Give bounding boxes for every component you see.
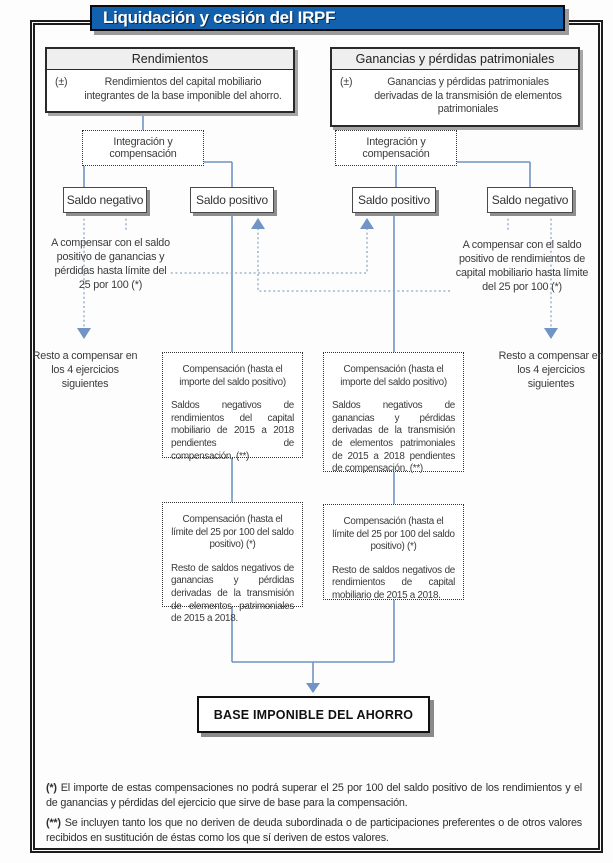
box-saldo-positivo-left: Saldo positivo [190, 187, 274, 213]
box-rendimientos-header: Rendimientos [47, 49, 293, 70]
box-integracion-right: Integración y compensación [335, 130, 457, 166]
compensacion-body: Resto de saldos negativos de rendimientos de capital mobiliario de 2015 a 2018. [332, 564, 455, 601]
footnote-1 [46, 781, 582, 811]
compensacion-body: Saldos negativos de rendimientos del capital mobiliario de 2015 a 2018 pendientes de compensación. (**) [171, 400, 294, 462]
compensacion-title: Compensación (hasta el importe del saldo positivo) [179, 364, 286, 388]
box-saldo-positivo-right: Saldo positivo [352, 187, 436, 213]
box-integracion-left: Integración y compensación [82, 130, 204, 166]
box-compensacion-limite-right [323, 504, 464, 600]
title-bar [90, 5, 565, 31]
compensacion-title: Compensación (hasta el límite del 25 por 100 del saldo positivo) (*) [332, 516, 455, 553]
footnote-1-marker: (*) [46, 781, 57, 794]
box-ganancias-body: Ganancias y pérdidas patrimoniales derivadas de la transmisión de elementos patrimoniales [374, 76, 562, 115]
footnote-2-text: Se incluyen tanto los que no deriven de deuda subordinada o de participaciones preferentes o de otros valores recibidos en sustitución de éstas como los que sí deriven de estos valores. [46, 816, 582, 844]
box-rendimientos [45, 47, 295, 113]
box-ganancias-header: Ganancias y pérdidas patrimoniales [332, 49, 578, 70]
box-saldo-negativo-left: Saldo negativo [63, 187, 147, 213]
note-resto-right: Resto a compensar en los 4 ejercicios siguientes [498, 350, 604, 390]
page-title: Liquidación y cesión del IRPF [103, 8, 336, 27]
compensacion-body: Saldos negativos de ganancias y pérdidas derivadas de la transmisión de elementos patrimoniales de 2015 a 2018 pendientes de compensación. (**) [332, 400, 455, 475]
box-rendimientos-body: Rendimientos del capital mobiliario integrantes de la base imponible del ahorro. [84, 76, 282, 102]
plusminus-sign: (±) [55, 76, 68, 88]
box-saldo-negativo-right: Saldo negativo [487, 187, 573, 213]
plusminus-sign: (±) [340, 76, 353, 88]
compensacion-body: Resto de saldos negativos de ganancias y pérdidas derivadas de la transmisión de elementos patrimoniales de 2015 a 2018. [171, 562, 294, 625]
note-compensate-left: A compensar con el saldo positivo de ganancias y pérdidas hasta límite del 25 por 100 (*) [51, 237, 170, 291]
compensacion-title: Compensación (hasta el límite del 25 por 100 del saldo positivo) (*) [171, 514, 294, 551]
note-resto-left: Resto a compensar en los 4 ejercicios siguientes [32, 350, 138, 390]
box-compensacion-importe-left [162, 352, 303, 462]
box-ganancias [330, 47, 580, 127]
box-base-imponible: BASE IMPONIBLE DEL AHORRO [197, 696, 430, 733]
box-compensacion-limite-left [162, 502, 303, 625]
note-compensate-right: A compensar con el saldo positivo de rendimientos de capital mobiliario hasta límite del 25 por 100 (*) [455, 239, 589, 293]
compensacion-title: Compensación (hasta el importe del saldo positivo) [340, 364, 447, 388]
footnote-2 [46, 816, 582, 846]
box-compensacion-importe-right [323, 352, 464, 475]
footnote-2-marker: (**) [46, 816, 61, 829]
footnote-1-text: El importe de estas compensaciones no podrá superar el 25 por 100 del saldo positivo de los rendimientos y el de ganancias y pérdidas del ejercicio que sirve de base para la compensación. [46, 781, 582, 809]
